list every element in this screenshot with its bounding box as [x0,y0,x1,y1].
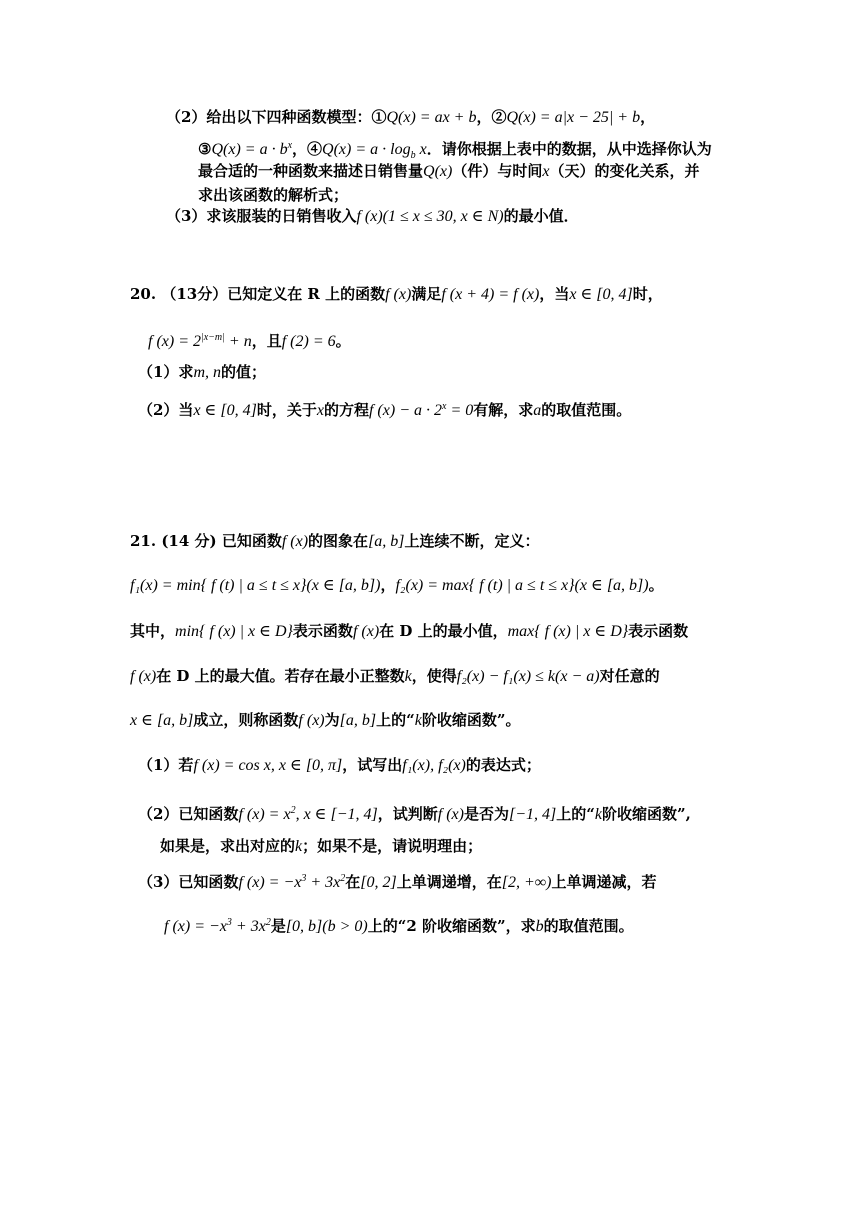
q19-p2-line2: ③Q(x) = $a \cdot b^x$，④Q(x) = $a \cdot \log_b x$．请你根据上表中的数据，从中选择你认为 [198,140,712,161]
q19-p2-line3: 最合适的一种函数来描述日销售量Q(x)（件）与时间x（天）的变化关系，并 [198,162,700,180]
q21-line4: f (x)在 D 上的最大值。若存在最小正整数k，使得f₂(x) − f₁(x) ≤ k(x − a)对任意的 [130,667,660,685]
q21-part3-line2: f $(x) = -x^3 + 3x^2$是[0, b](b > 0)上的“2 阶收缩函数”，求b的取值范围。 [164,917,634,935]
q19-p3: （3）求该服装的日销售收入f (x)(1 ≤ x ≤ 30, x ∈ N)的最小值． [166,207,579,225]
q21-part1: （1）若f (x) = cos x, x ∈ [0, π]，试写出f₁(x), f₂(x)的表达式； [138,756,541,774]
q21-part3: （3）已知函数f $(x) = -x^3 + 3x^2$在[0, 2]上单调递增，在[2, +∞)上单调递减，若 [138,873,657,891]
q19-p2-line1: （2）给出以下四种函数模型：①Q(x) = ax + b，②Q(x) = a|x − 25| + b， [166,108,656,126]
q21-heading: 21. (14 分) 已知函数f (x)的图象在[a, b]上连续不断，定义： [130,532,540,550]
q20-part2: （2）当x ∈ [0, 4]时，关于x的方程f $(x) - a \cdot 2^x = 0$有解，求a的取值范围。 [138,401,632,419]
q21-definition: f₁(x) = min{ f (t) | a ≤ t ≤ x}(x ∈ [a, b])，f₂(x) = max{ f (t) | a ≤ t ≤ x}(x ∈ [a, b])。 [130,576,664,594]
q21-part2-line2: 如果是，求出对应的k；如果不是，请说明理由； [160,837,483,855]
q19-p2-line4: 求出该函数的解析式； [198,186,349,204]
q21-line5: x ∈ [a, b]成立，则称函数f (x)为[a, b]上的“k阶收缩函数”。 [130,711,521,729]
q20-heading: 20. （13分）已知定义在 R 上的函数f (x)满足f (x + 4) = f (x)，当x ∈ [0, 4]时， [130,285,663,303]
q20-part1: （1）求m, n的值； [138,363,267,381]
q20-condition: f $(x) = 2^{|x-m|} + n$，且f (2) = 6。 [148,332,351,350]
q21-line3: 其中，min{ f (x) | x ∈ D}表示函数f (x)在 D 上的最小值，max{ f (x) | x ∈ D}表示函数 [130,622,689,640]
q21-part2: （2）已知函数f $(x) = x^2$, x ∈ [−1, 4]，试判断f (x)是否为[−1, 4]上的“k阶收缩函数”, [138,805,691,823]
